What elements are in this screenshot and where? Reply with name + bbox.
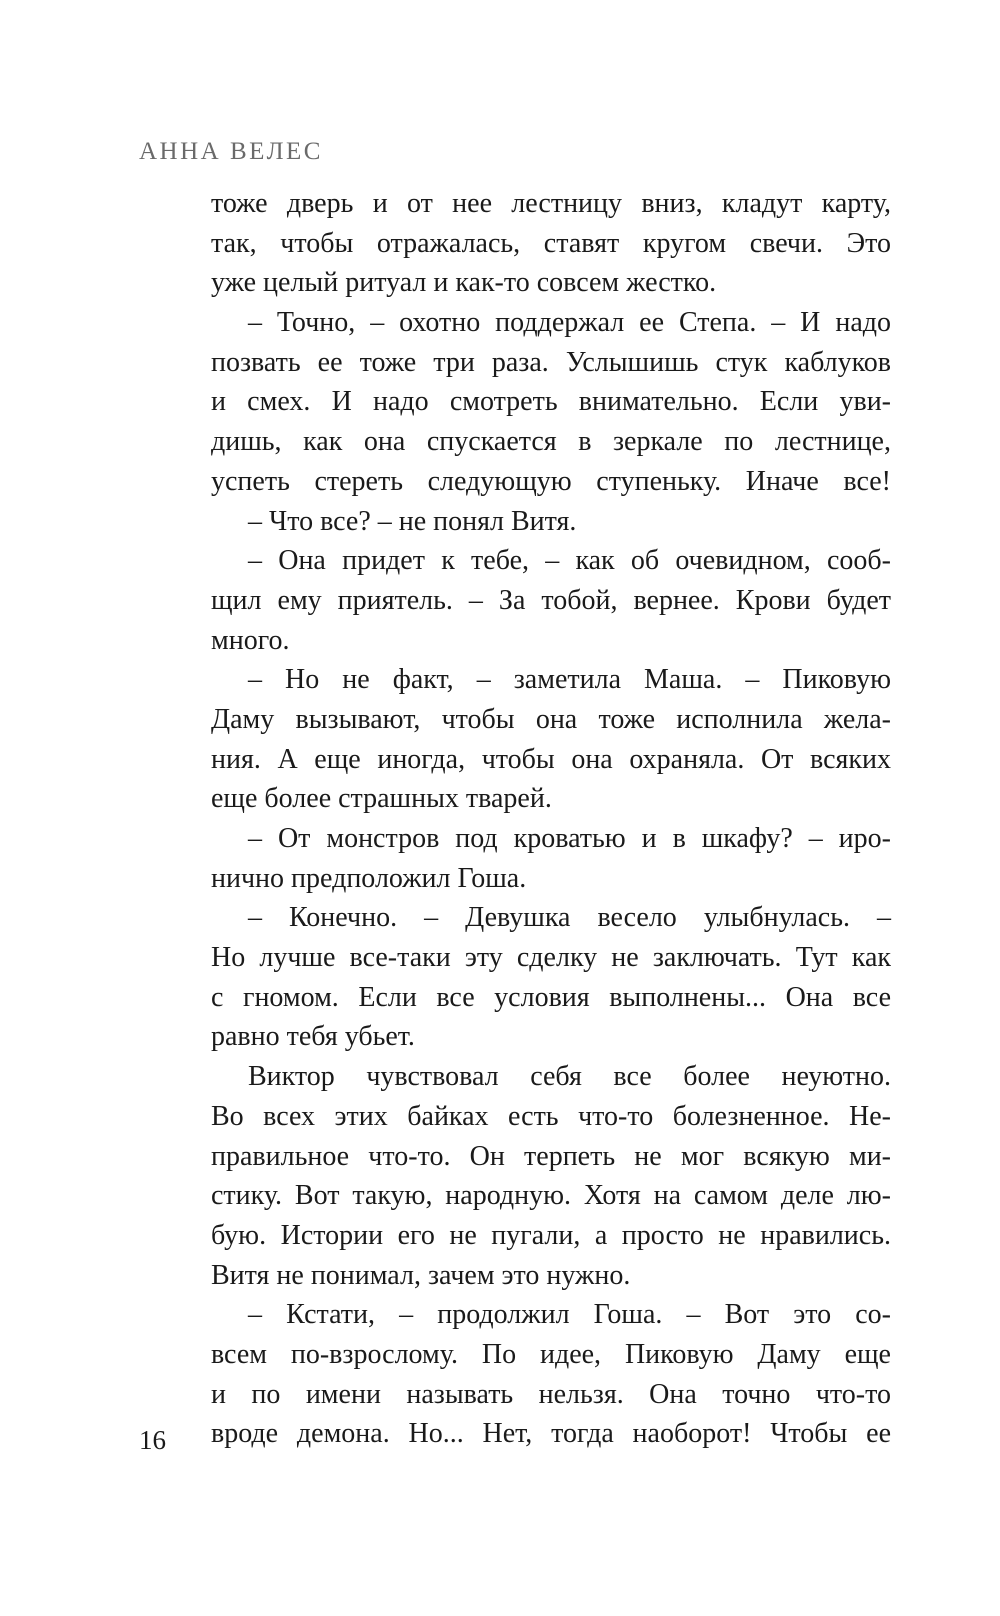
text-line: правильное что-то. Он терпеть не мог всякую ми- bbox=[211, 1140, 891, 1172]
text-line: Но лучше все-таки эту сделку не заключать. Тут как bbox=[211, 942, 891, 974]
text-line: много. bbox=[211, 624, 290, 656]
text-line: и смех. И надо смотреть внимательно. Если уви- bbox=[211, 386, 891, 418]
text-line: успеть стереть следующую ступеньку. Иначе все! bbox=[211, 465, 891, 497]
page-number: 16 bbox=[139, 1425, 166, 1455]
text-line: Во всех этих байках есть что-то болезненное. Не- bbox=[211, 1100, 891, 1132]
text-line: с гномом. Если все условия выполнены... Она все bbox=[211, 981, 891, 1013]
text-line: всем по-взрослому. По идее, Пиковую Даму еще bbox=[211, 1338, 891, 1370]
text-line: тоже дверь и от нее лестницу вниз, кладут карту, bbox=[211, 188, 891, 219]
text-line: так, чтобы отражалась, ставят кругом свечи. Это bbox=[211, 227, 891, 259]
text-line: – Она придет к тебе, – как об очевидном, сооб- bbox=[248, 545, 891, 577]
text-line: нично предположил Гоша. bbox=[211, 862, 527, 894]
text-line: – Что все? – не понял Витя. bbox=[248, 505, 577, 537]
text-line: Витя не понимал, зачем это нужно. bbox=[211, 1259, 631, 1291]
text-line: стику. Вот такую, народную. Хотя на самом деле лю- bbox=[211, 1180, 891, 1212]
text-line: – Конечно. – Девушка весело улыбнулась. – bbox=[248, 902, 891, 934]
text-line: вроде демона. Но... Нет, тогда наоборот! Чтобы ее bbox=[211, 1418, 891, 1450]
text-line: Виктор чувствовал себя все более неуютно. bbox=[248, 1061, 891, 1093]
text-line: щил ему приятель. – За тобой, вернее. Крови будет bbox=[211, 584, 891, 616]
text-line: дишь, как она спускается в зеркале по лестнице, bbox=[211, 426, 891, 458]
body-text bbox=[211, 184, 891, 1454]
text-line: Даму вызывают, чтобы она тоже исполнила жела- bbox=[211, 703, 891, 735]
text-line: – Точно, – охотно поддержал ее Степа. – И надо bbox=[248, 307, 891, 339]
text-line: уже целый ритуал и как-то совсем жестко. bbox=[211, 267, 717, 299]
text-line: и по имени называть нельзя. Она точно что-то bbox=[211, 1378, 891, 1410]
running-head-author: АННА ВЕЛЕС bbox=[139, 138, 323, 165]
text-line: позвать ее тоже три раза. Услышишь стук каблуков bbox=[211, 346, 891, 378]
text-line: еще более страшных тварей. bbox=[211, 783, 552, 815]
text-line: равно тебя убьет. bbox=[211, 1021, 415, 1053]
text-line: – От монстров под кроватью и в шкафу? – иро- bbox=[248, 823, 891, 854]
text-line: ния. А еще иногда, чтобы она охраняла. От всяких bbox=[211, 743, 891, 775]
text-line: – Но не факт, – заметила Маша. – Пиковую bbox=[248, 664, 891, 696]
text-line: бую. Истории его не пугали, а просто не нравились. bbox=[211, 1219, 891, 1251]
text-line: – Кстати, – продолжил Гоша. – Вот это со- bbox=[248, 1299, 891, 1331]
